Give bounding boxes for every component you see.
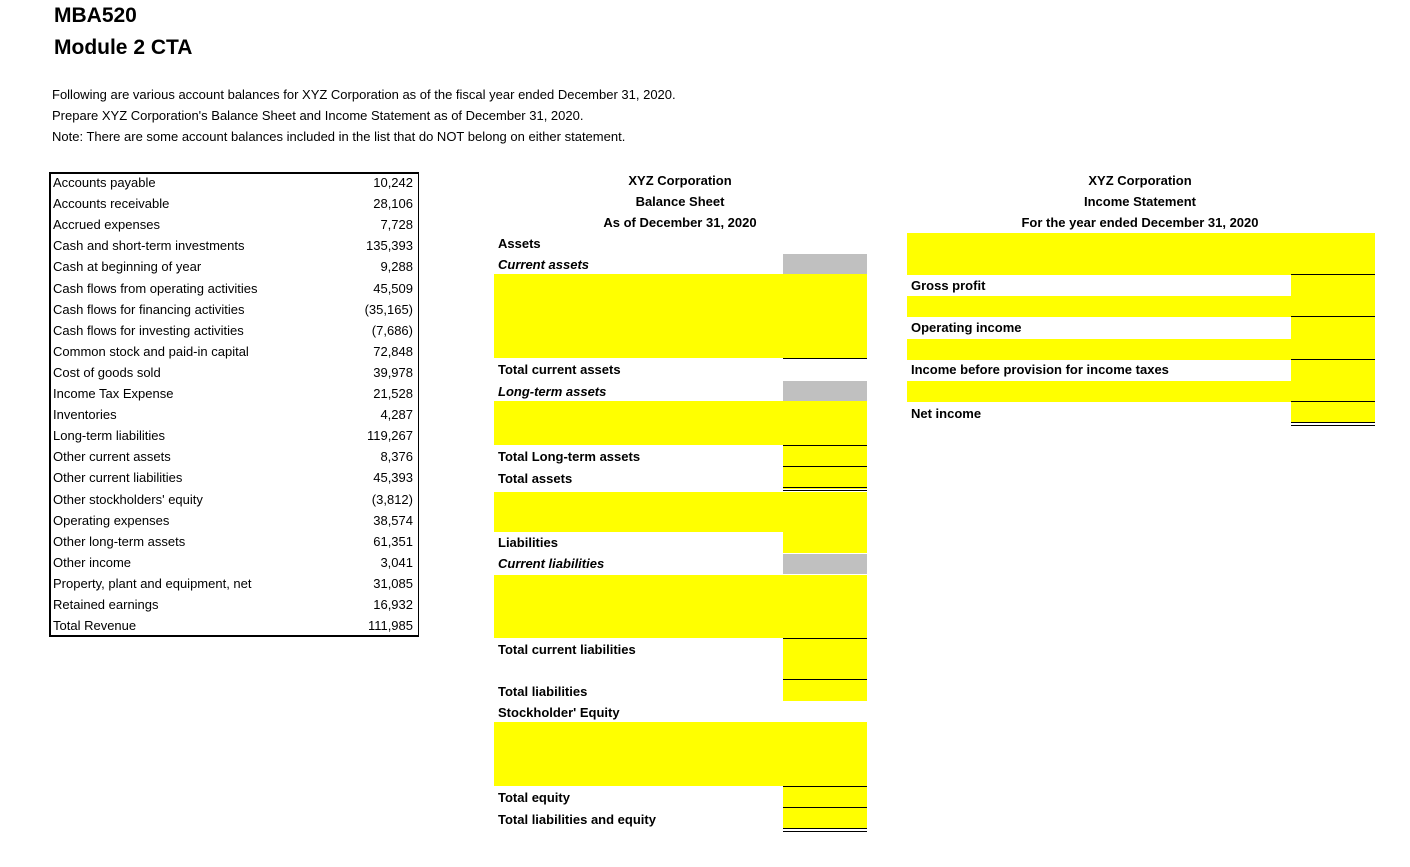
bs-current-liabilities-heading: Current liabilities [498,556,605,571]
account-value: 38,574 [373,512,413,528]
account-name: Cash flows for financing activities [53,301,245,317]
account-row [51,490,415,511]
is-operating-income-label: Operating income [911,320,1022,335]
is-double-rule [1291,422,1375,423]
account-row [51,616,415,637]
bs-total-equity-label: Total equity [498,790,570,805]
account-row [51,511,415,532]
account-value: 111,985 [367,618,413,634]
account-name: Total Revenue [53,618,137,634]
bs-long-term-assets-input[interactable] [494,401,867,445]
bs-double-rule [783,490,867,491]
bs-double-rule [783,487,867,488]
bs-current-assets-heading: Current assets [498,257,590,272]
account-name: Common stock and paid-in capital [53,343,249,359]
instruction-line-3: Note: There are some account balances included in the list that do NOT belong on either statement. [52,129,626,144]
account-value: (3,812) [371,491,413,507]
account-row [51,321,415,342]
bs-assets-extra-input[interactable] [494,492,867,532]
account-row [51,447,415,468]
is-revenue-input[interactable] [907,233,1375,275]
account-value: 39,978 [373,364,413,380]
is-other-income-input[interactable] [907,339,1375,360]
is-company: XYZ Corporation [1088,173,1192,188]
bs-total-long-term-assets-input[interactable] [783,446,867,466]
instruction-line-2: Prepare XYZ Corporation's Balance Sheet and Income Statement as of December 31, 2020. [52,108,584,123]
account-value: 135,393 [366,238,413,254]
document-title: MBA520 [54,4,137,27]
bs-long-term-assets-placeholder [783,381,867,401]
bs-current-assets-placeholder [783,254,867,274]
account-value: 9,288 [380,259,413,275]
account-row [51,194,415,215]
account-row [51,236,415,257]
account-value: (7,686) [371,322,413,338]
is-gross-profit-input[interactable] [1291,275,1375,296]
account-row [51,426,415,447]
bs-total-current-liabilities-input[interactable] [783,639,867,679]
account-value: 7,728 [380,217,413,233]
bs-current-liabilities-input[interactable] [494,575,867,638]
account-name: Operating expenses [53,512,170,528]
account-name: Cash and short-term investments [53,238,245,254]
account-value: 10,242 [373,175,413,190]
bs-liabilities-input[interactable] [783,532,867,553]
account-name: Accrued expenses [53,217,160,233]
is-income-before-tax-label: Income before provision for income taxes [911,362,1169,377]
bs-rule [783,358,867,359]
account-row [51,257,415,278]
bs-long-term-assets-heading: Long-term assets [498,384,607,399]
bs-current-liabilities-placeholder [783,554,867,574]
bs-date: As of December 31, 2020 [603,215,757,230]
bs-total-liabilities-label: Total liabilities [498,684,588,699]
bs-total-assets-input[interactable] [783,467,867,489]
account-name: Accounts payable [53,175,156,190]
is-tax-input[interactable] [907,381,1375,402]
account-row [51,363,415,384]
bs-total-current-liabilities-label: Total current liabilities [498,642,636,657]
bs-double-rule [783,831,867,832]
bs-total-long-term-assets-label: Total Long-term assets [498,449,641,464]
account-value: 45,509 [373,280,413,296]
account-value: 119,267 [366,428,413,444]
bs-total-liabilities-equity-label: Total liabilities and equity [498,812,656,827]
account-name: Cash flows from operating activities [53,280,258,296]
account-value: 4,287 [380,407,413,423]
account-value: (35,165) [364,301,413,317]
bs-equity-input[interactable] [494,722,867,786]
bs-total-equity-input[interactable] [783,787,867,807]
bs-total-liabilities-equity-input[interactable] [783,808,867,829]
account-value: 31,085 [373,575,413,591]
account-row [51,468,415,489]
bs-company: XYZ Corporation [628,173,732,188]
account-value: 45,393 [373,470,413,486]
account-name: Property, plant and equipment, net [53,575,252,591]
bs-total-assets-label: Total assets [498,471,573,486]
document-subtitle: Module 2 CTA [54,36,193,59]
account-value: 72,848 [373,343,413,359]
account-row [51,553,415,574]
account-name: Cash flows for investing activities [53,322,244,338]
account-name: Accounts receivable [53,196,170,212]
account-name: Other long-term assets [53,533,186,549]
account-name: Long-term liabilities [53,428,165,444]
is-net-income-input[interactable] [1291,402,1375,423]
account-row [51,405,415,426]
bs-total-current-assets-label: Total current assets [498,362,621,377]
account-value: 21,528 [373,386,413,401]
instruction-line-1: Following are various account balances for XYZ Corporation as of the fiscal year ended December 31, 2020. [52,87,676,102]
bs-liabilities-heading: Liabilities [498,535,558,550]
account-name: Inventories [53,407,117,423]
account-value: 16,932 [373,597,413,612]
account-value: 28,106 [373,196,413,212]
account-row [51,342,415,363]
is-double-rule [1291,425,1375,426]
is-net-income-label: Net income [911,406,982,421]
bs-current-assets-input[interactable] [494,274,867,358]
is-period: For the year ended December 31, 2020 [1021,215,1259,230]
account-name: Other current liabilities [53,470,183,486]
is-title: Income Statement [1084,194,1196,209]
account-name: Other stockholders' equity [53,491,203,507]
account-name: Income Tax Expense [53,386,174,401]
is-gross-profit-label: Gross profit [911,278,986,293]
bs-stockholders-equity-heading: Stockholder' Equity [498,705,620,720]
account-name: Retained earnings [53,597,159,612]
account-name: Other income [53,554,132,570]
account-value: 8,376 [380,449,413,465]
is-income-before-tax-input[interactable] [1291,360,1375,381]
account-row [51,595,415,616]
account-row [51,384,415,405]
bs-total-liabilities-input[interactable] [783,680,867,701]
account-row [51,574,415,595]
account-row [51,215,415,236]
account-row [51,173,415,194]
is-operating-income-input[interactable] [1291,317,1375,339]
account-name: Cost of goods sold [53,364,161,380]
account-row [51,532,415,553]
account-value: 61,351 [373,533,413,549]
bs-assets-heading: Assets [498,236,541,251]
bs-title: Balance Sheet [635,194,725,209]
account-value: 3,041 [380,554,413,570]
account-name: Other current assets [53,449,171,465]
account-name: Cash at beginning of year [53,259,202,275]
account-row [51,279,415,300]
bs-double-rule [783,828,867,829]
is-opex-input[interactable] [907,296,1375,317]
account-row [51,300,415,321]
